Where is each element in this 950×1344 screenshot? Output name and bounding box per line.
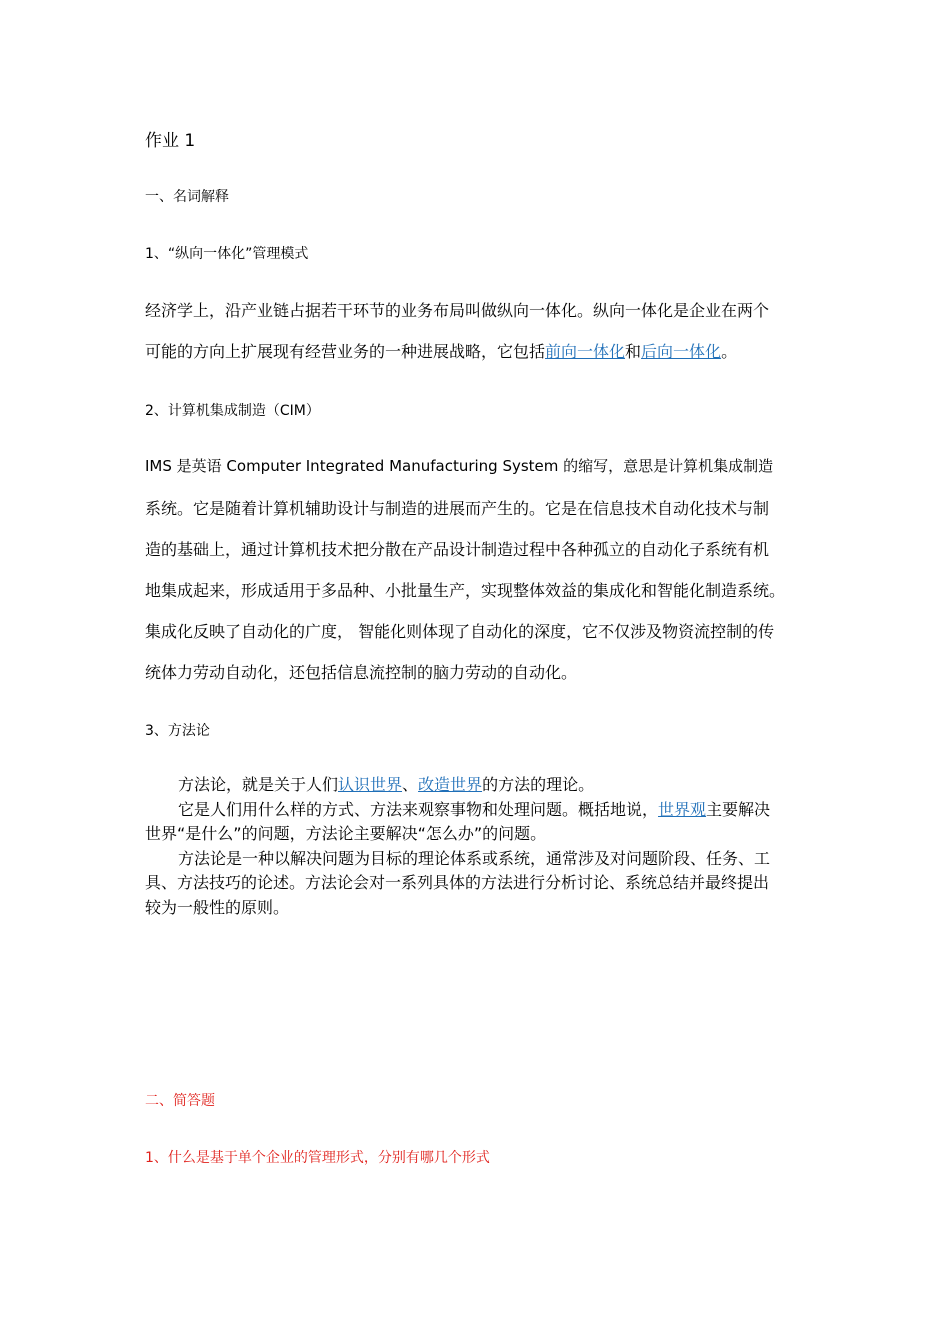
item2-heading: 2、计算机集成制造（CIM） — [145, 403, 320, 419]
item2-line3: 造的基础上，通过计算机技术把分散在产品设计制造过程中各种孤立的自动化子系统有机 — [145, 540, 770, 559]
item2-line2: 系统。它是随着计算机辅助设计与制造的进展而产生的。它是在信息技术自动化技术与制 — [145, 499, 770, 518]
section1-heading: 一、名词解释 — [145, 189, 229, 205]
link-know-world[interactable]: 认识世界 — [338, 775, 403, 794]
item3-p2-end: 主要解决 — [706, 799, 771, 819]
item3-p2-text: 它是人们用什么样的方式、方法来观察事物和处理问题。概括地说， — [178, 799, 659, 819]
item1-line2-end: 。 — [721, 342, 738, 361]
page-title: 作业 1 — [145, 131, 196, 151]
section2-heading: 二、简答题 — [145, 1093, 215, 1109]
item1-line2 — [145, 339, 737, 362]
item3-p1-sep: 、 — [402, 775, 419, 794]
link-backward-integration[interactable]: 后向一体化 — [641, 342, 722, 361]
item1-line2-conj: 和 — [625, 342, 642, 361]
item3-p3-line2: 具、方法技巧的论述。方法论会对一系列具体的方法进行分析讨论、系统总结并最终提出 — [145, 873, 770, 892]
item2-line1: IMS 是英语 Computer Integrated Manufacturing System 的缩写，意思是计算机集成制造 — [145, 457, 774, 475]
item3-body — [145, 773, 770, 920]
item3-p1-end: 的方法的理论。 — [482, 775, 595, 794]
item1-heading: 1、“纵向一体化”管理模式 — [145, 246, 309, 262]
item2-line6: 统体力劳动自动化，还包括信息流控制的脑力劳动的自动化。 — [145, 663, 578, 682]
item3-p3-line3: 较为一般性的原则。 — [145, 897, 290, 917]
section2-item1-heading: 1、什么是基于单个企业的管理形式，分别有哪几个形式 — [145, 1150, 490, 1166]
link-worldview[interactable]: 世界观 — [658, 799, 707, 819]
item3-heading: 3、方法论 — [145, 723, 210, 739]
link-change-world[interactable]: 改造世界 — [418, 775, 483, 794]
item3-p2-line1 — [145, 798, 770, 823]
item3-p2-line2: 世界“是什么”的问题，方法论主要解决“怎么办”的问题。 — [145, 824, 547, 843]
link-forward-integration[interactable]: 前向一体化 — [545, 342, 626, 361]
item3-p3-line1: 方法论是一种以解决问题为目标的理论体系或系统，通常涉及对问题阶段、任务、工 — [178, 848, 771, 868]
item3-p1 — [145, 773, 770, 798]
item1-line2-text: 可能的方向上扩展现有经营业务的一种进展战略，它包括 — [145, 342, 546, 361]
item1-line1: 经济学上，沿产业链占据若干环节的业务布局叫做纵向一体化。纵向一体化是企业在两个 — [145, 301, 770, 320]
item2-line5: 集成化反映了自动化的广度， 智能化则体现了自动化的深度，它不仅涉及物资流控制的传 — [145, 622, 775, 641]
item3-p1-text: 方法论，就是关于人们 — [178, 775, 339, 794]
item2-line4: 地集成起来，形成适用于多品种、小批量生产，实现整体效益的集成化和智能化制造系统。 — [145, 581, 786, 600]
